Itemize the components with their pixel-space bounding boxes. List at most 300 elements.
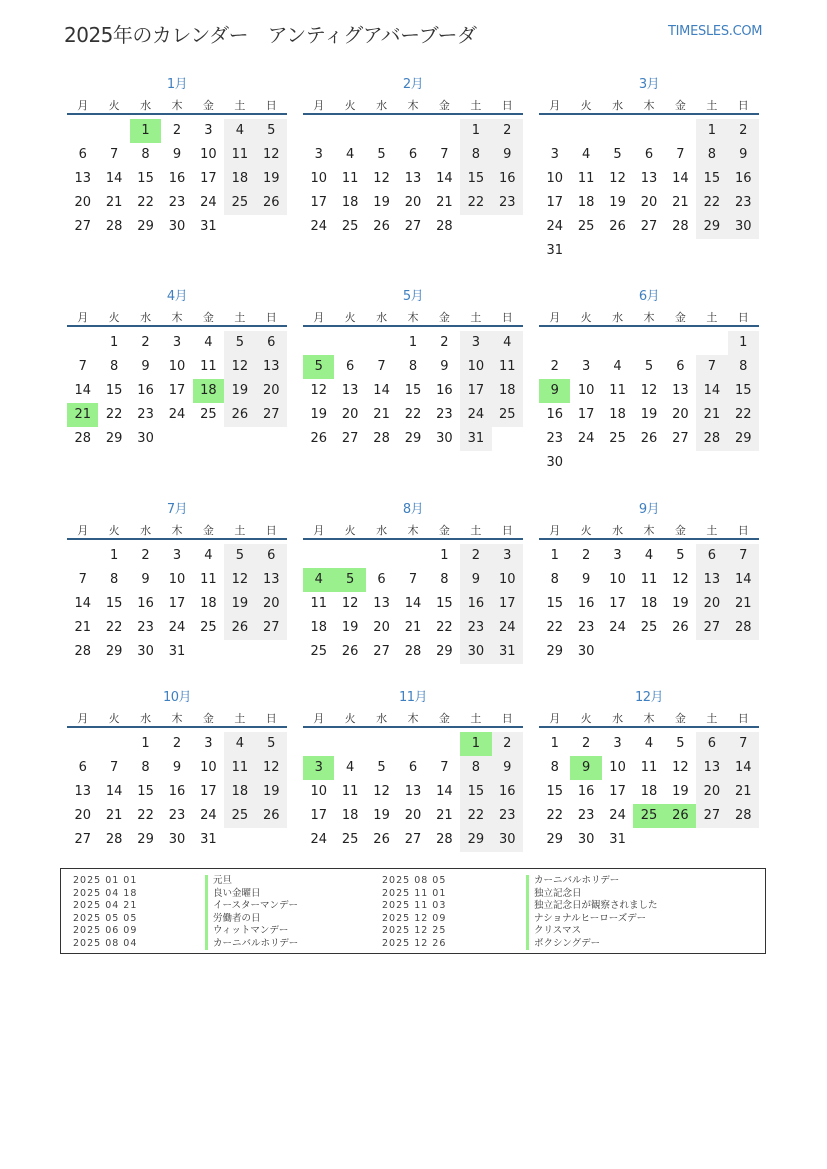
day-cell: 2 <box>581 736 591 751</box>
day-cell: 12 <box>373 784 390 799</box>
day-cell: 22 <box>137 195 154 210</box>
day-cell: 10 <box>609 572 626 587</box>
day-cell: 9 <box>172 147 182 162</box>
weekday-label: 月 <box>313 524 325 537</box>
day-cell: 12 <box>672 572 689 587</box>
day-cell: 5 <box>676 548 685 563</box>
month-title: 12月 <box>634 690 664 705</box>
day-cell: 26 <box>310 431 327 446</box>
day-cell: 20 <box>256 592 287 616</box>
day-cell: 28 <box>404 644 422 659</box>
weekday-label: 水 <box>376 524 388 537</box>
day-cell: 31 <box>609 832 626 847</box>
weekday-label: 水 <box>376 712 388 725</box>
weekday-label: 木 <box>407 524 419 537</box>
month-title: 1月 <box>166 77 188 92</box>
day-cell: 1 <box>728 331 759 355</box>
day-cell: 6 <box>78 760 87 775</box>
day-cell: 8 <box>460 756 491 780</box>
month-title: 3月 <box>638 77 660 92</box>
day-cell: 9 <box>460 568 491 592</box>
day-cell: 3 <box>172 548 182 563</box>
day-cell: 11 <box>640 760 658 775</box>
weekday-label: 金 <box>202 712 214 725</box>
weekday-label: 月 <box>549 524 561 537</box>
day-cell: 23 <box>728 191 759 215</box>
day-cell: 13 <box>74 784 91 799</box>
day-cell: 3 <box>172 335 182 350</box>
day-cell: 20 <box>74 808 91 823</box>
holiday-list <box>60 868 766 954</box>
day-cell: 12 <box>256 756 287 780</box>
day-cell: 4 <box>224 732 255 756</box>
day-cell: 8 <box>141 760 150 775</box>
day-cell: 12 <box>640 383 658 398</box>
day-cell: 25 <box>200 407 217 422</box>
day-cell: 26 <box>373 832 390 847</box>
weekday-label: 水 <box>140 712 152 725</box>
day-cell: 13 <box>640 171 658 186</box>
day-cell: 11 <box>224 756 255 780</box>
holiday-date: 2025 08 04 <box>73 937 138 949</box>
day-cell: 9 <box>728 143 759 167</box>
holiday-name: カーニバルホリデー <box>205 938 298 951</box>
day-cell: 23 <box>137 407 154 422</box>
day-cell: 21 <box>436 808 453 823</box>
day-cell: 23 <box>546 431 563 446</box>
day-cell: 27 <box>373 644 390 659</box>
holiday-names-column-2 <box>526 875 658 950</box>
day-cell: 29 <box>137 219 154 234</box>
weekday-label: 月 <box>77 99 89 112</box>
weekday-label: 木 <box>171 311 183 324</box>
day-cell: 9 <box>141 572 150 587</box>
day-cell: 26 <box>256 191 287 215</box>
holiday-name: 元旦 <box>205 875 298 888</box>
weekday-label: 木 <box>643 311 655 324</box>
weekday-label: 土 <box>470 712 482 725</box>
holiday-date: 2025 04 21 <box>73 900 138 911</box>
weekday-header <box>539 307 759 327</box>
weekday-label: 金 <box>674 712 686 725</box>
day-cell: 30 <box>137 644 154 659</box>
day-cell: 2 <box>460 544 491 568</box>
day-cell: 3 <box>314 147 323 162</box>
day-cell: 11 <box>200 359 217 374</box>
weekday-label: 火 <box>580 99 592 112</box>
day-cell: 15 <box>696 167 727 191</box>
day-cell: 31 <box>460 427 491 451</box>
day-cell: 28 <box>728 804 759 828</box>
day-cell: 12 <box>310 383 327 398</box>
day-cell: 17 <box>310 808 327 823</box>
month-title: 6月 <box>638 289 660 304</box>
day-cell: 22 <box>546 620 563 635</box>
holiday-date: 2025 12 25 <box>382 925 447 936</box>
holiday-name: イースターマンデー <box>205 900 298 913</box>
day-cell: 14 <box>696 379 727 403</box>
day-cell: 26 <box>341 644 359 659</box>
holiday-day-cell: 1 <box>130 119 161 143</box>
day-cell: 14 <box>728 568 759 592</box>
weekday-label: 土 <box>706 712 718 725</box>
day-cell: 30 <box>492 828 523 852</box>
day-cell: 25 <box>609 431 626 446</box>
weekday-label: 水 <box>612 99 624 112</box>
day-cell: 22 <box>404 407 422 422</box>
day-cell: 7 <box>728 544 759 568</box>
day-cell: 10 <box>460 355 491 379</box>
day-cell: 29 <box>696 215 727 239</box>
weekday-label: 月 <box>313 712 325 725</box>
weekday-label: 水 <box>140 311 152 324</box>
day-cell: 11 <box>577 171 595 186</box>
day-cell: 24 <box>168 407 186 422</box>
day-cell: 6 <box>408 147 418 162</box>
holiday-day-cell: 26 <box>665 804 696 828</box>
day-cell: 6 <box>345 359 355 374</box>
day-cell: 19 <box>672 784 689 799</box>
weekday-label: 火 <box>344 524 356 537</box>
day-cell: 1 <box>408 335 418 350</box>
day-cell: 8 <box>141 147 150 162</box>
day-cell: 22 <box>137 808 154 823</box>
day-cell: 2 <box>172 123 182 138</box>
weekday-label: 火 <box>580 311 592 324</box>
day-cell: 24 <box>609 620 626 635</box>
day-cell: 7 <box>440 147 449 162</box>
day-cell: 20 <box>373 620 390 635</box>
day-cell: 2 <box>492 119 523 143</box>
weekday-label: 日 <box>737 712 749 725</box>
day-cell: 27 <box>404 832 422 847</box>
day-cell: 20 <box>404 808 422 823</box>
day-cell: 29 <box>137 832 154 847</box>
day-cell: 15 <box>436 596 453 611</box>
holiday-date: 2025 06 09 <box>73 925 138 936</box>
weekday-label: 火 <box>108 99 120 112</box>
day-cell: 15 <box>546 784 563 799</box>
day-cell: 2 <box>141 335 150 350</box>
day-cell: 5 <box>613 147 622 162</box>
weekday-label: 火 <box>344 311 356 324</box>
day-cell: 22 <box>460 804 491 828</box>
day-cell: 10 <box>492 568 523 592</box>
holiday-name: 労働者の日 <box>205 913 298 926</box>
weekday-label: 水 <box>612 311 624 324</box>
day-cell: 17 <box>609 784 626 799</box>
weekday-label: 木 <box>643 712 655 725</box>
day-cell: 20 <box>696 592 727 616</box>
day-cell: 29 <box>436 644 453 659</box>
weekday-label: 月 <box>77 311 89 324</box>
weekday-label: 月 <box>313 99 325 112</box>
holiday-dates-column-1 <box>73 875 137 950</box>
weekday-header <box>67 520 287 540</box>
day-cell: 17 <box>546 195 563 210</box>
day-cell: 29 <box>105 431 123 446</box>
day-cell: 12 <box>224 355 255 379</box>
day-cell: 18 <box>341 195 359 210</box>
day-cell: 19 <box>224 592 255 616</box>
day-cell: 23 <box>492 804 523 828</box>
weekday-label: 水 <box>612 524 624 537</box>
weekday-label: 月 <box>549 712 561 725</box>
day-cell: 15 <box>728 379 759 403</box>
day-cell: 7 <box>109 147 119 162</box>
day-cell: 6 <box>78 147 87 162</box>
month-title: 7月 <box>166 502 188 517</box>
day-cell: 12 <box>672 760 689 775</box>
brand-link[interactable]: TIMESLES.COM <box>668 24 763 39</box>
weekday-label: 金 <box>674 524 686 537</box>
day-cell: 9 <box>581 572 591 587</box>
day-cell: 4 <box>224 119 255 143</box>
weekday-label: 日 <box>265 311 277 324</box>
day-cell: 24 <box>200 808 217 823</box>
day-cell: 6 <box>256 544 287 568</box>
day-cell: 27 <box>341 431 359 446</box>
weekday-label: 日 <box>265 712 277 725</box>
day-cell: 8 <box>109 359 119 374</box>
day-cell: 20 <box>404 195 422 210</box>
day-cell: 16 <box>168 171 186 186</box>
day-cell: 1 <box>141 736 150 751</box>
day-cell: 8 <box>728 355 759 379</box>
day-cell: 5 <box>377 147 386 162</box>
day-cell: 17 <box>577 407 595 422</box>
weekday-header <box>539 95 759 115</box>
day-cell: 24 <box>546 219 563 234</box>
month-title: 9月 <box>638 502 660 517</box>
day-cell: 28 <box>696 427 727 451</box>
day-cell: 31 <box>168 644 186 659</box>
weekday-label: 土 <box>706 311 718 324</box>
day-cell: 18 <box>310 620 327 635</box>
day-cell: 21 <box>728 592 759 616</box>
day-cell: 5 <box>256 732 287 756</box>
holiday-day-cell: 5 <box>303 355 334 379</box>
day-cell: 14 <box>404 596 422 611</box>
day-cell: 11 <box>200 572 217 587</box>
day-cell: 26 <box>224 403 255 427</box>
day-cell: 21 <box>74 620 91 635</box>
day-cell: 2 <box>550 359 559 374</box>
weekday-label: 金 <box>438 712 450 725</box>
weekday-label: 日 <box>737 524 749 537</box>
day-cell: 15 <box>137 784 154 799</box>
day-cell: 25 <box>224 191 255 215</box>
day-cell: 28 <box>436 219 453 234</box>
day-cell: 14 <box>436 784 453 799</box>
holiday-name: クリスマス <box>526 925 658 938</box>
day-cell: 18 <box>640 596 658 611</box>
day-cell: 15 <box>546 596 563 611</box>
day-cell: 12 <box>224 568 255 592</box>
holiday-day-cell: 5 <box>334 568 365 592</box>
day-cell: 11 <box>492 355 523 379</box>
weekday-label: 水 <box>140 524 152 537</box>
day-cell: 29 <box>728 427 759 451</box>
day-cell: 13 <box>696 568 727 592</box>
day-cell: 10 <box>168 359 186 374</box>
day-cell: 23 <box>168 195 186 210</box>
day-cell: 1 <box>460 119 491 143</box>
day-cell: 25 <box>341 832 359 847</box>
weekday-label: 火 <box>580 524 592 537</box>
day-cell: 4 <box>345 760 355 775</box>
weekday-label: 土 <box>234 311 246 324</box>
day-cell: 15 <box>137 171 154 186</box>
weekday-label: 水 <box>612 712 624 725</box>
day-cell: 13 <box>256 568 287 592</box>
weekday-header <box>303 95 523 115</box>
day-cell: 13 <box>256 355 287 379</box>
day-cell: 4 <box>204 548 213 563</box>
day-cell: 5 <box>377 760 386 775</box>
day-cell: 1 <box>696 119 727 143</box>
day-cell: 28 <box>105 832 123 847</box>
day-cell: 29 <box>404 431 422 446</box>
day-cell: 28 <box>728 616 759 640</box>
day-cell: 16 <box>577 784 595 799</box>
day-cell: 24 <box>460 403 491 427</box>
day-cell: 30 <box>728 215 759 239</box>
day-cell: 12 <box>256 143 287 167</box>
weekday-label: 日 <box>501 311 513 324</box>
day-cell: 30 <box>436 431 453 446</box>
day-cell: 25 <box>310 644 327 659</box>
day-cell: 14 <box>74 596 91 611</box>
day-cell: 4 <box>613 359 622 374</box>
weekday-header <box>67 307 287 327</box>
day-cell: 10 <box>310 784 327 799</box>
day-cell: 22 <box>105 407 123 422</box>
holiday-name: ナショナルヒーローズデー <box>526 913 658 926</box>
day-cell: 14 <box>728 756 759 780</box>
weekday-label: 日 <box>265 99 277 112</box>
day-cell: 7 <box>676 147 685 162</box>
day-cell: 3 <box>550 147 559 162</box>
weekday-label: 金 <box>438 524 450 537</box>
weekday-label: 土 <box>234 524 246 537</box>
weekday-label: 木 <box>171 524 183 537</box>
weekday-label: 土 <box>470 311 482 324</box>
weekday-label: 木 <box>407 311 419 324</box>
day-cell: 10 <box>577 383 595 398</box>
day-cell: 17 <box>168 596 186 611</box>
day-cell: 9 <box>492 756 523 780</box>
holiday-name: 独立記念日が観察されました <box>526 900 658 913</box>
day-cell: 7 <box>78 572 87 587</box>
day-cell: 28 <box>74 644 91 659</box>
weekday-header <box>539 708 759 728</box>
day-cell: 1 <box>109 335 119 350</box>
weekday-label: 土 <box>234 712 246 725</box>
day-cell: 7 <box>728 732 759 756</box>
day-cell: 16 <box>492 167 523 191</box>
day-cell: 3 <box>613 548 622 563</box>
day-cell: 8 <box>550 760 559 775</box>
holiday-day-cell: 9 <box>570 756 601 780</box>
day-cell: 18 <box>200 596 217 611</box>
holiday-name: ボクシングデー <box>526 938 658 951</box>
day-cell: 28 <box>436 832 453 847</box>
day-cell: 11 <box>310 596 327 611</box>
day-cell: 17 <box>168 383 186 398</box>
day-cell: 5 <box>676 736 685 751</box>
day-cell: 15 <box>460 167 491 191</box>
day-cell: 15 <box>105 383 123 398</box>
weekday-header <box>303 307 523 327</box>
day-cell: 16 <box>577 596 595 611</box>
weekday-label: 金 <box>438 99 450 112</box>
day-cell: 13 <box>696 756 727 780</box>
day-cell: 19 <box>256 780 287 804</box>
day-cell: 16 <box>168 784 186 799</box>
day-cell: 2 <box>141 548 150 563</box>
day-cell: 11 <box>341 784 359 799</box>
day-cell: 21 <box>672 195 689 210</box>
day-cell: 7 <box>408 572 418 587</box>
day-cell: 29 <box>546 832 563 847</box>
day-cell: 16 <box>436 383 453 398</box>
day-cell: 1 <box>550 548 559 563</box>
weekday-label: 金 <box>674 99 686 112</box>
day-cell: 18 <box>609 407 626 422</box>
day-cell: 26 <box>373 219 390 234</box>
weekday-label: 木 <box>643 524 655 537</box>
day-cell: 20 <box>256 379 287 403</box>
day-cell: 29 <box>460 828 491 852</box>
day-cell: 20 <box>672 407 689 422</box>
day-cell: 18 <box>224 780 255 804</box>
day-cell: 20 <box>341 407 359 422</box>
day-cell: 20 <box>74 195 91 210</box>
weekday-label: 土 <box>234 99 246 112</box>
day-cell: 14 <box>105 784 123 799</box>
day-cell: 13 <box>672 383 689 398</box>
day-cell: 19 <box>373 808 390 823</box>
holiday-dates-column-2 <box>382 875 446 950</box>
weekday-label: 日 <box>737 311 749 324</box>
day-cell: 21 <box>373 407 390 422</box>
weekday-label: 火 <box>108 712 120 725</box>
day-cell: 10 <box>200 760 217 775</box>
holiday-day-cell: 4 <box>303 568 334 592</box>
day-cell: 31 <box>492 640 523 664</box>
weekday-label: 水 <box>140 99 152 112</box>
weekday-label: 月 <box>313 311 325 324</box>
weekday-label: 金 <box>202 99 214 112</box>
holiday-name: カーニバルホリデー <box>526 875 658 888</box>
day-cell: 28 <box>105 219 123 234</box>
day-cell: 27 <box>672 431 689 446</box>
day-cell: 19 <box>672 596 689 611</box>
day-cell: 28 <box>373 431 390 446</box>
day-cell: 17 <box>492 592 523 616</box>
day-cell: 20 <box>640 195 658 210</box>
weekday-label: 火 <box>108 524 120 537</box>
day-cell: 27 <box>696 616 727 640</box>
day-cell: 3 <box>613 736 622 751</box>
day-cell: 30 <box>577 832 595 847</box>
day-cell: 27 <box>74 219 91 234</box>
weekday-label: 木 <box>171 99 183 112</box>
day-cell: 5 <box>224 331 255 355</box>
weekday-header <box>303 520 523 540</box>
day-cell: 22 <box>546 808 563 823</box>
